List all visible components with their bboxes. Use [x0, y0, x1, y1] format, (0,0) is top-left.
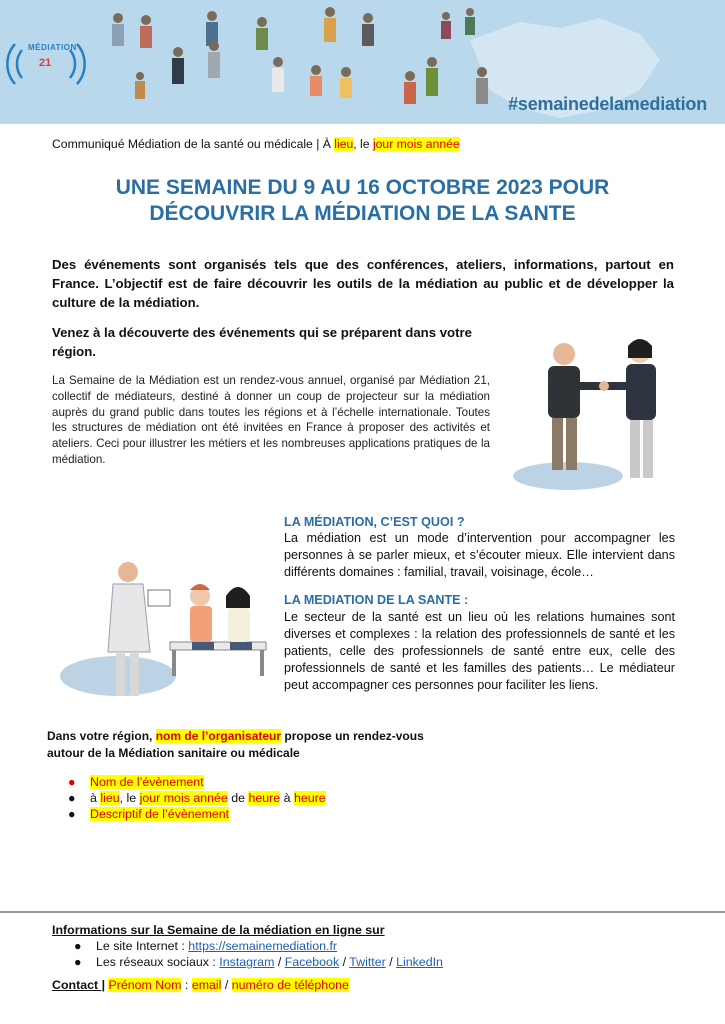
clinic-illustration: [58, 556, 278, 708]
logo-text: MÉDIATION: [28, 43, 77, 52]
intro-middle: , le: [353, 137, 373, 151]
event-description: Descriptif de l’évènement: [90, 807, 230, 821]
footer-divider: [0, 911, 725, 913]
list-item: [74, 938, 443, 954]
bullet-icon: ●: [74, 955, 82, 969]
contact-name: Prénom Nom: [108, 978, 182, 992]
event-place: lieu: [100, 791, 120, 805]
list-item: [68, 806, 326, 822]
event-at: à: [90, 791, 101, 805]
event-name: Nom de l’évènement: [90, 775, 204, 789]
event-le: , le: [119, 791, 140, 805]
region-suffix: propose un rendez-vous autour de la Médiation sanitaire ou médicale: [47, 729, 424, 760]
about-paragraph: La Semaine de la Médiation est un rendez-vous annuel, organisé par Médiation 21, collectif de médiateurs, destiné à donner un coup de projecteur sur la médiation auprès du grand public dans toutes les régions et à l’échelle internationale. Toutes les structures de médiation ont été invitées en France à proposer des activités et ateliers. Ceci pour illustrer les métiers et les nombreuses applications pratiques de la médiation.: [52, 374, 490, 466]
contact-label: Contact |: [52, 978, 106, 992]
separator: /: [274, 955, 285, 969]
invite-paragraph: Venez à la découverte des événements qui se préparent dans votre région.: [52, 325, 472, 359]
event-to: à: [280, 791, 294, 805]
event-time-end: heure: [293, 791, 326, 805]
site-label: Le site Internet :: [96, 939, 189, 953]
section-text-what-is-mediation: La médiation est un mode d’intervention pour accompagner les personnes à se parler mieux, et s’écouter mieux. Elle intervient dans différents domaines : familial, travail, voisinage, école…: [284, 531, 675, 579]
header-banner: [0, 0, 725, 124]
logo-number: 21: [39, 57, 52, 69]
region-paragraph: [47, 728, 447, 762]
instagram-link[interactable]: Instagram: [219, 955, 275, 969]
page-title: [40, 175, 685, 227]
hashtag: #semainedelamediation: [508, 94, 707, 114]
website-link[interactable]: https://semainemediation.fr: [188, 939, 338, 953]
contact-sep-2: /: [221, 978, 232, 992]
intro-line: [52, 137, 460, 151]
title-line-1: UNE SEMAINE DU 9 AU 16 OCTOBRE 2023 POUR: [115, 176, 610, 199]
event-time-start: heure: [248, 791, 281, 805]
list-item: [68, 790, 326, 806]
intro-place: lieu: [334, 137, 354, 151]
section-text-health-mediation: Le secteur de la santé est un lieu où les relations humaines sont diverses et complexes : la relation des professionnels de santé et les patients, celle des professionnels de santé entre eux, celle des professionnels de santé et les familles des patients… Le médiateur peut accompagner ces personnes pour faciliter les liens.: [284, 610, 675, 692]
bullet-icon: ●: [68, 775, 76, 789]
event-from: de: [227, 791, 249, 805]
social-label: Les réseaux sociaux :: [96, 955, 220, 969]
twitter-link[interactable]: Twitter: [349, 955, 386, 969]
contact-sep-1: :: [181, 978, 192, 992]
handshake-illustration: [508, 336, 686, 506]
bullet-icon: ●: [68, 791, 76, 805]
list-item: [68, 774, 326, 790]
lead-paragraph: Des événements sont organisés tels que des conférences, ateliers, informations, partout en France. L’objectif est de faire découvrir les outils de la médiation au public et de développer la culture de la médiation.: [52, 257, 674, 310]
event-list: [68, 774, 326, 822]
list-item: [74, 954, 443, 970]
intro-prefix: Communiqué Médiation de la santé ou médicale | À: [52, 137, 335, 151]
bullet-icon: ●: [74, 939, 82, 953]
section-heading-what-is-mediation: LA MÉDIATION, C’EST QUOI ?: [284, 515, 465, 529]
region-prefix: Dans votre région,: [47, 729, 156, 743]
intro-date: jour mois année: [372, 137, 460, 151]
contact-email: email: [191, 978, 222, 992]
info-title: Informations sur la Semaine de la médiation en ligne sur: [52, 923, 385, 937]
facebook-link[interactable]: Facebook: [284, 955, 340, 969]
info-list: [74, 938, 443, 970]
contact-line: [52, 978, 349, 992]
event-date: jour mois année: [139, 791, 228, 805]
section-heading-health-mediation: LA MEDIATION DE LA SANTE :: [284, 593, 469, 607]
contact-phone: numéro de téléphone: [231, 978, 349, 992]
linkedin-link[interactable]: LinkedIn: [396, 955, 443, 969]
bullet-icon: ●: [68, 807, 76, 821]
organizer-name: nom de l’organisateur: [155, 729, 282, 743]
separator: /: [385, 955, 397, 969]
title-line-2: DÉCOUVRIR LA MÉDIATION DE LA SANTE: [149, 202, 576, 225]
separator: /: [339, 955, 350, 969]
